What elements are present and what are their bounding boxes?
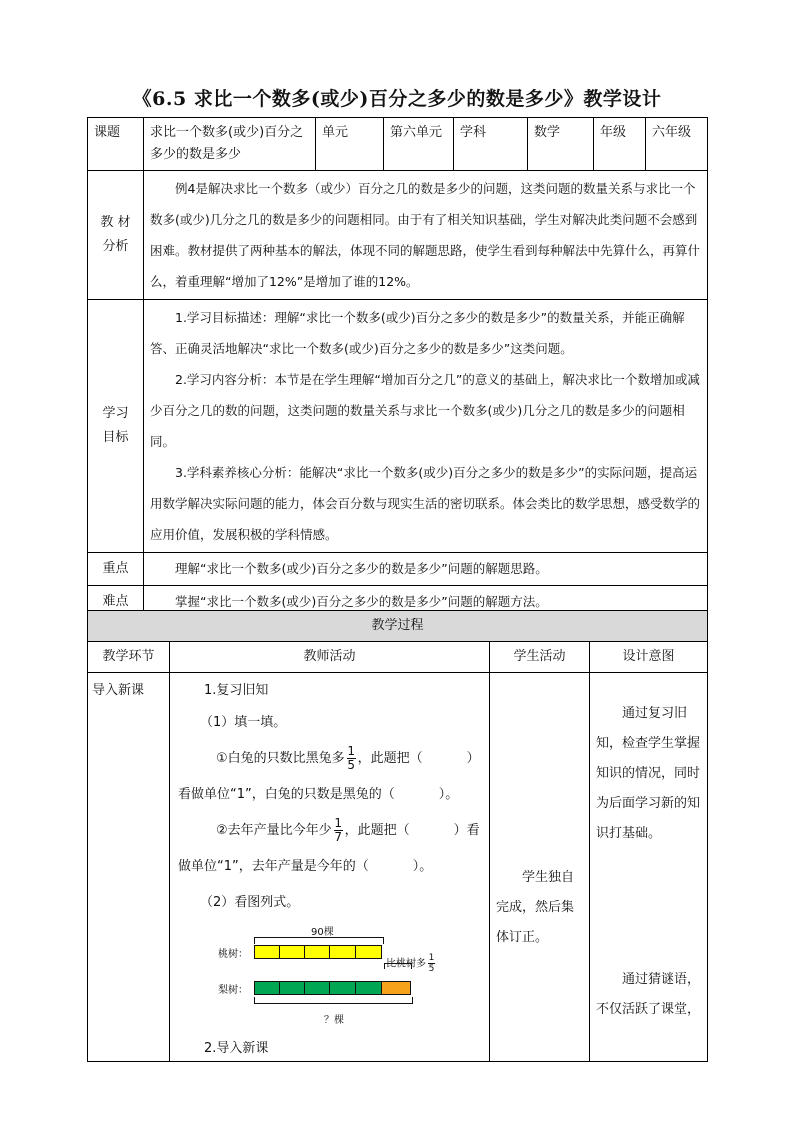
process-row — [88, 673, 708, 1062]
grade-value: 六年级 — [646, 118, 708, 171]
goal-item: 2.学习内容分析：本节是在学生理解“增加百分之几”的意义的基础上，解决求比一个数增加或减少百分之几的数的问题，这类问题的数量关系与求比一个数多(或少)几分之几的数是多少的问题相同。 — [150, 372, 700, 449]
goals-row — [88, 300, 708, 553]
question-2: ②去年产量比今年少 $\frac{1}{7}$ ，此题把（ ）看 — [216, 816, 480, 844]
lesson-info-table — [87, 117, 708, 619]
unit-value: 第六单元 — [384, 118, 454, 171]
tree-diagram — [218, 925, 458, 1037]
pear-segment — [254, 981, 280, 995]
intent-text-1: 通过复习旧知，检查学生掌握知识的情况，同时为后面学习新的知识打基础。 — [596, 706, 701, 841]
subject-label: 学科 — [454, 118, 528, 171]
page-title: 《6.5 求比一个数多(或少)百分之多少的数是多少》教学设计 — [132, 88, 662, 110]
pear-label: 梨树： — [218, 985, 248, 996]
bottom-brace — [254, 997, 413, 1004]
process-header-row — [88, 642, 708, 673]
peach-segment — [329, 945, 356, 959]
question-2-cont: 做单位“1”，去年产量是今年的（ ）。 — [178, 859, 433, 874]
pear-segment — [304, 981, 330, 995]
goal-item: 1.学习目标描述：理解“求比一个数多(或少)百分之多少的数是多少”的数量关系，并能正确解答、正确灵活地解决“求比一个数多(或少)百分之多少的数是多少”这类问题。 — [150, 310, 685, 356]
goal-item: 3.学科素养核心分析：能解决“求比一个数多(或少)百分之多少的数是多少”的实际问题，提高运用数学解决实际问题的能力，体会百分数与现实生活的密切联系。体会类比的数学思想，感受数学的应用价值，发展积极的学科情感。 — [150, 465, 701, 542]
process-table — [87, 610, 708, 1062]
peach-segment — [254, 945, 280, 959]
pear-segment — [329, 981, 356, 995]
pear-segment — [355, 981, 382, 995]
fill-heading: （1）填一填。 — [200, 715, 287, 730]
analysis-content — [144, 171, 708, 300]
difficulty-label: 难点 — [88, 586, 144, 619]
unit-label: 单元 — [316, 118, 384, 171]
question-1: ①白兔的只数比黑兔多 $\frac{1}{5}$ ，此题把（ ） — [216, 744, 480, 772]
peach-label: 桃树： — [218, 949, 248, 960]
diagram-top-label: 90棵 — [311, 927, 334, 938]
analysis-text: 例4是解决求比一个数多（或少）百分之几的数是多少的问题，这类问题的数量关系与求比一个数多(或少)几分之几的数是多少的问题相同。由于有了相关知识基础，学生对解决此类问题不会感到困难。教材提供了两种基本的解法，体现不同的解题思路，使学生看到每种解法中先算什么，再算什么，着重理解“增加了12%”是增加了谁的12%。 — [150, 181, 701, 289]
col-teacher: 教师活动 — [170, 642, 490, 673]
goals-label: 学习 目标 — [88, 300, 144, 553]
subject-value: 数学 — [528, 118, 594, 171]
peach-segment — [304, 945, 330, 959]
picture-heading: （2）看图列式。 — [200, 895, 300, 910]
header-row — [88, 118, 708, 171]
diagram-bottom-label: ？棵 — [324, 1015, 344, 1026]
process-title: 教学过程 — [88, 611, 708, 642]
key-label: 重点 — [88, 553, 144, 586]
question-1-cont: 看做单位“1”，白兔的只数是黑兔的（ ）。 — [178, 787, 459, 802]
teacher-cell — [170, 673, 490, 1062]
key-text: 理解“求比一个数多(或少)百分之多少的数是多少”问题的解题思路。 — [175, 561, 548, 576]
peach-segment — [279, 945, 305, 959]
col-stage: 教学环节 — [88, 642, 170, 673]
col-student: 学生活动 — [490, 642, 590, 673]
grade-label: 年级 — [594, 118, 646, 171]
difficulty-text: 掌握“求比一个数多(或少)百分之多少的数是多少”问题的解题方法。 — [175, 594, 548, 609]
fraction: $\frac{1}{5}$ — [347, 744, 355, 772]
key-content — [144, 553, 708, 586]
fraction: $\frac{1}{7}$ — [334, 816, 342, 844]
goals-content — [144, 300, 708, 553]
top-brace — [254, 937, 384, 944]
pear-segment — [279, 981, 305, 995]
stage-cell: 导入新课 — [88, 673, 170, 1062]
intro-heading: 2.导入新课 — [204, 1041, 269, 1056]
pear-extra-segment — [381, 981, 411, 995]
key-row — [88, 553, 708, 586]
review-heading: 1.复习旧知 — [204, 683, 269, 698]
more-label: 比桃树多 $\frac{1}{5}$ — [386, 953, 435, 974]
course-label: 课题 — [88, 118, 144, 171]
more-brace — [384, 963, 412, 969]
col-intent: 设计意图 — [590, 642, 708, 673]
peach-segment — [355, 945, 382, 959]
intent-text-2: 通过猜谜语，不仅活跃了课堂， — [596, 972, 701, 1017]
intent-cell — [590, 673, 708, 1062]
student-cell: 学生独自完成，然后集体订正。 — [490, 673, 590, 1062]
analysis-label: 教 材 分析 — [88, 171, 144, 300]
course-value: 求比一个数多(或少)百分之多少的数是多少 — [144, 118, 316, 171]
analysis-row — [88, 171, 708, 300]
